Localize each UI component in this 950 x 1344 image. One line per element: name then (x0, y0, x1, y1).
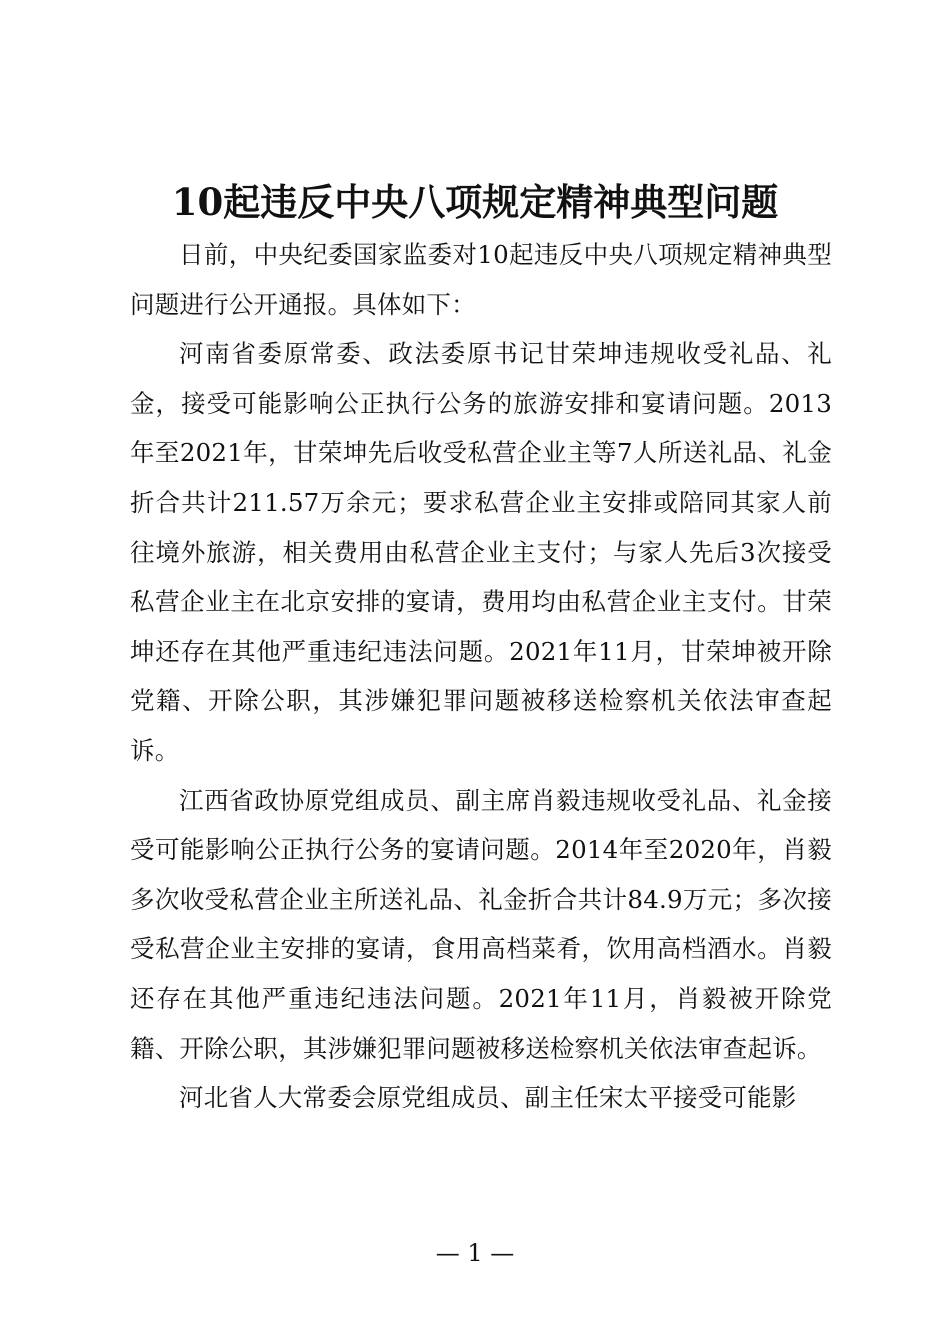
paragraph-case-jiangxi: 江西省政协原党组成员、副主席肖毅违规收受礼品、礼金接受可能影响公正执行公务的宴请问题。2014年至2020年，肖毅多次收受私营企业主所送礼品、礼金折合共计84.9万元；多次接受私营企业主安排的宴请，食用高档菜肴，饮用高档酒水。肖毅还存在其他严重违纪违法问题。2021年11月，肖毅被开除党籍、开除公职，其涉嫌犯罪问题被移送检察机关依法审查起诉。 (130, 785, 832, 1063)
paragraph-intro: 日前，中央纪委国家监委对10起违反中央八项规定精神典型问题进行公开通报。具体如下： (130, 240, 832, 319)
document-body (130, 230, 832, 1123)
paragraph-case-henan: 河南省委原常委、政法委原书记甘荣坤违规收受礼品、礼金，接受可能影响公正执行公务的旅游安排和宴请问题。2013年至2021年，甘荣坤先后收受私营企业主等7人所送礼品、礼金折合共计211.57万余元；要求私营企业主安排或陪同其家人前往境外旅游，相关费用由私营企业主支付；与家人先后3次接受私营企业主在北京安排的宴请，费用均由私营企业主支付。甘荣坤还存在其他严重违纪违法问题。2021年11月，甘荣坤被开除党籍、开除公职，其涉嫌犯罪问题被移送检察机关依法审查起诉。 (130, 339, 832, 765)
paragraph-case-hebei: 河北省人大常委会原党组成员、副主任宋太平接受可能影 (179, 1083, 797, 1113)
page-number: — 1 — (435, 1239, 515, 1267)
document-title: 10起违反中央八项规定精神典型问题 (171, 180, 779, 224)
